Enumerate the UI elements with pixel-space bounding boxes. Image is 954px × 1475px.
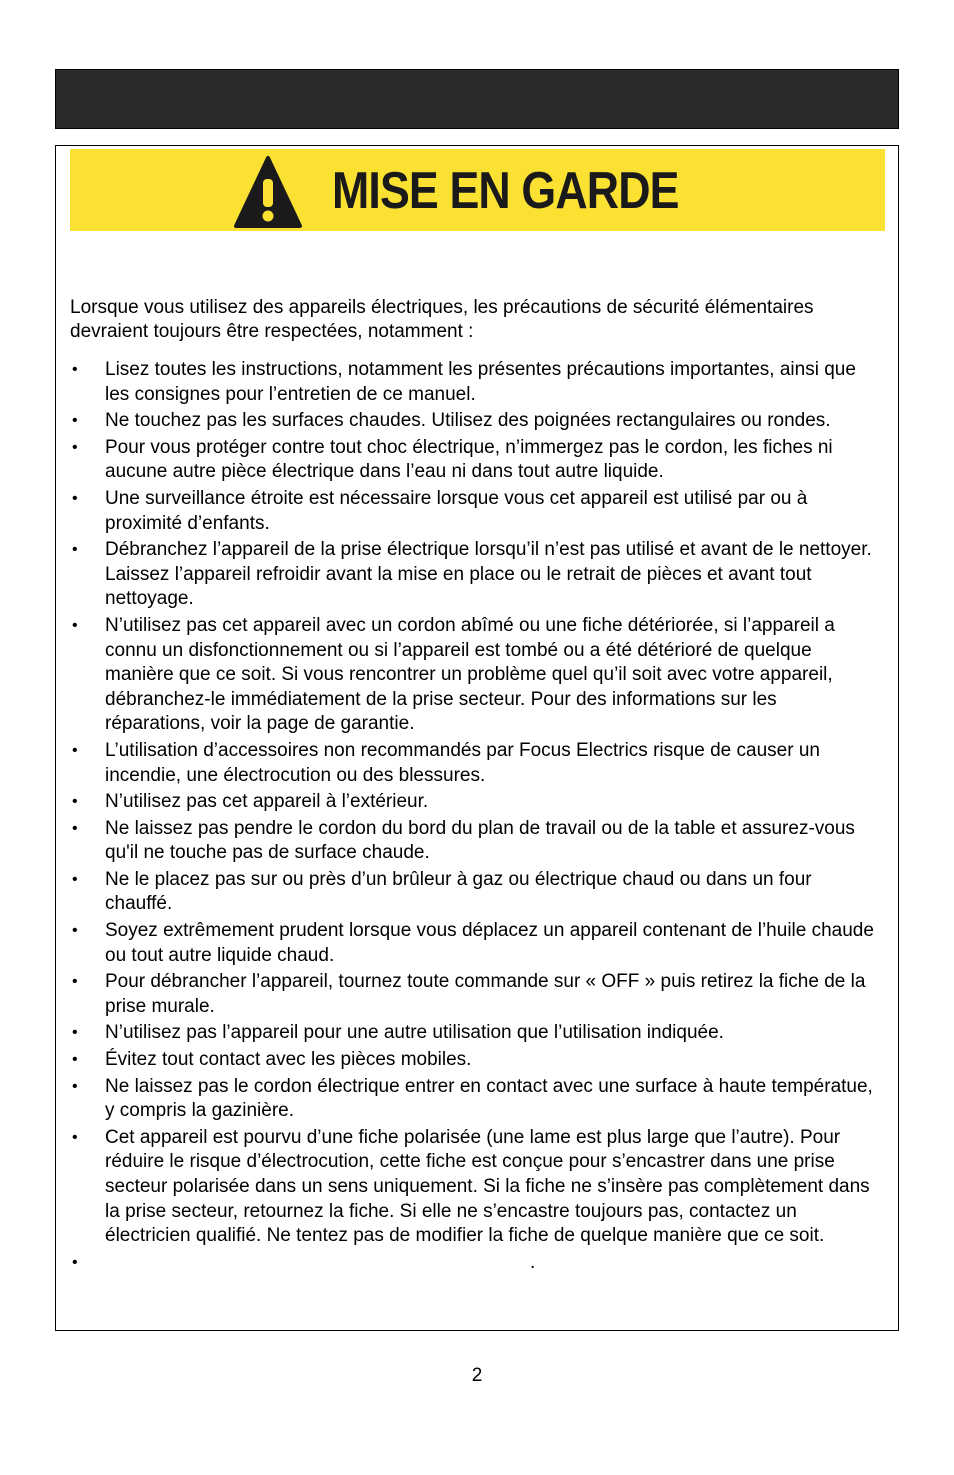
list-item [70, 487, 880, 536]
bullet-icon: • [72, 741, 78, 759]
bullet-icon: • [72, 541, 78, 559]
bullet-icon: • [72, 1253, 78, 1271]
bullet-icon: • [72, 819, 78, 837]
bullet-icon: • [72, 1051, 78, 1069]
bullet-icon: • [72, 1024, 78, 1042]
list-item [70, 614, 880, 737]
list-item [70, 1021, 880, 1046]
list-item-text: . [530, 1251, 536, 1273]
list-item [70, 1048, 880, 1073]
list-item [70, 790, 880, 815]
list-item-text: Ne laissez pas le cordon électrique entrer en contact avec une surface à haute températue, y compris la gazinière. [105, 1075, 873, 1122]
list-item-text: N’utilisez pas l’appareil pour une autre utilisation que l’utilisation indiquée. [105, 1022, 724, 1044]
header-bar [55, 69, 899, 129]
list-item-text: Ne laissez pas pendre le cordon du bord du plan de travail ou de la table et assurez-vous qu'il ne touche pas de surface chaude. [105, 817, 855, 864]
warning-box [55, 145, 899, 1331]
list-item-text: Ne le placez pas sur ou près d’un brûleur à gaz ou électrique chaud ou dans un four chauffé. [105, 868, 812, 915]
list-item-text: Pour vous protéger contre tout choc électrique, n’immergez pas le cordon, les fiches ni aucune autre pièce électrique dans l’eau ni dans tout autre liquide. [105, 436, 833, 483]
list-item-text: Soyez extrêmement prudent lorsque vous déplacez un appareil contenant de l’huile chaude ou tout autre liquide chaud. [105, 920, 874, 966]
list-item [70, 358, 880, 407]
list-item [70, 868, 880, 917]
page-number: 2 [471, 1365, 483, 1386]
warning-banner [70, 149, 885, 231]
list-item-text: N’utilisez pas cet appareil avec un cordon abîmé ou une fiche détériorée, si l’appareil a connu un disfonctionnement ou si l’appareil est tombé ou a été détérioré de quelque manière que ce soit. Si vous rencontrer un problème quel qu’il soit avec votre appareil, débranchez-le immédiatement de la prise secteur. Pour des informations sur les réparations, voir la page de garantie. [105, 614, 835, 735]
bullet-icon: • [72, 922, 78, 940]
bullet-icon: • [72, 616, 78, 634]
list-item-text: N’utilisez pas cet appareil à l’extérieur. [105, 791, 429, 813]
list-item-last [70, 1251, 880, 1276]
list-item-text: L’utilisation d’accessoires non recommandés par Focus Electrics risque de causer un incendie, une électrocution ou des blessures. [105, 739, 820, 786]
warning-title: MISE EN GARDE [332, 162, 679, 220]
bullet-icon: • [72, 793, 78, 811]
list-item-text: Lisez toutes les instructions, notamment les présentes précautions importantes, ainsi que les consignes pour l’entretien de ce manuel. [105, 359, 856, 405]
list-item-text: Débranchez l’appareil de la prise électrique lorsqu’il n’est pas utilisé et avant de le nettoyer. Laissez l’appareil refroidir avant la mise en place ou le retrait de pièces et avant tout nettoyage. [105, 539, 872, 610]
safety-list [70, 358, 880, 1277]
list-item-text: Ne touchez pas les surfaces chaudes. Utilisez des poignées rectangulaires ou rondes. [105, 410, 831, 432]
list-item [70, 409, 880, 434]
list-item-text: Cet appareil est pourvu d’une fiche polarisée (une lame est plus large que l’autre). Pour réduire le risque d’électrocution, cette fiche est conçue pour s’encastrer dans une prise secteur polarisée dans un sens uniquement. Si la fiche ne s’insère pas complètement dans la prise secteur, retournez la fiche. Si elle ne s’encastre toujours pas, contactez un électricien qualifié. Ne tentez pas de modifier la fiche de quelque manière que ce soit. [105, 1126, 870, 1247]
list-item [70, 1126, 880, 1249]
list-item-text: Évitez tout contact avec les pièces mobiles. [105, 1049, 472, 1071]
list-item [70, 436, 880, 485]
bullet-icon: • [72, 361, 78, 378]
bullet-icon: • [72, 973, 78, 991]
list-item-text: Une surveillance étroite est nécessaire lorsque vous cet appareil est utilisé par ou à proximité d’enfants. [105, 487, 808, 534]
bullet-icon: • [72, 489, 78, 507]
warning-triangle-icon [233, 155, 303, 229]
list-item [70, 970, 880, 1019]
bullet-icon: • [72, 412, 78, 430]
bullet-icon: • [72, 1128, 78, 1146]
list-item [70, 1075, 880, 1124]
list-item [70, 919, 880, 968]
bullet-icon: • [72, 438, 78, 456]
list-item [70, 538, 880, 612]
bullet-icon: • [72, 1077, 78, 1095]
intro-text: Lorsque vous utilisez des appareils électriques, les précautions de sécurité élémentaires devraient toujours être respectées, notamment : [70, 297, 814, 342]
list-item-text: Pour débrancher l’appareil, tournez toute commande sur « OFF » puis retirez la fiche de la prise murale. [105, 971, 866, 1017]
list-item [70, 739, 880, 788]
list-item [70, 817, 880, 866]
bullet-icon: • [72, 870, 78, 888]
